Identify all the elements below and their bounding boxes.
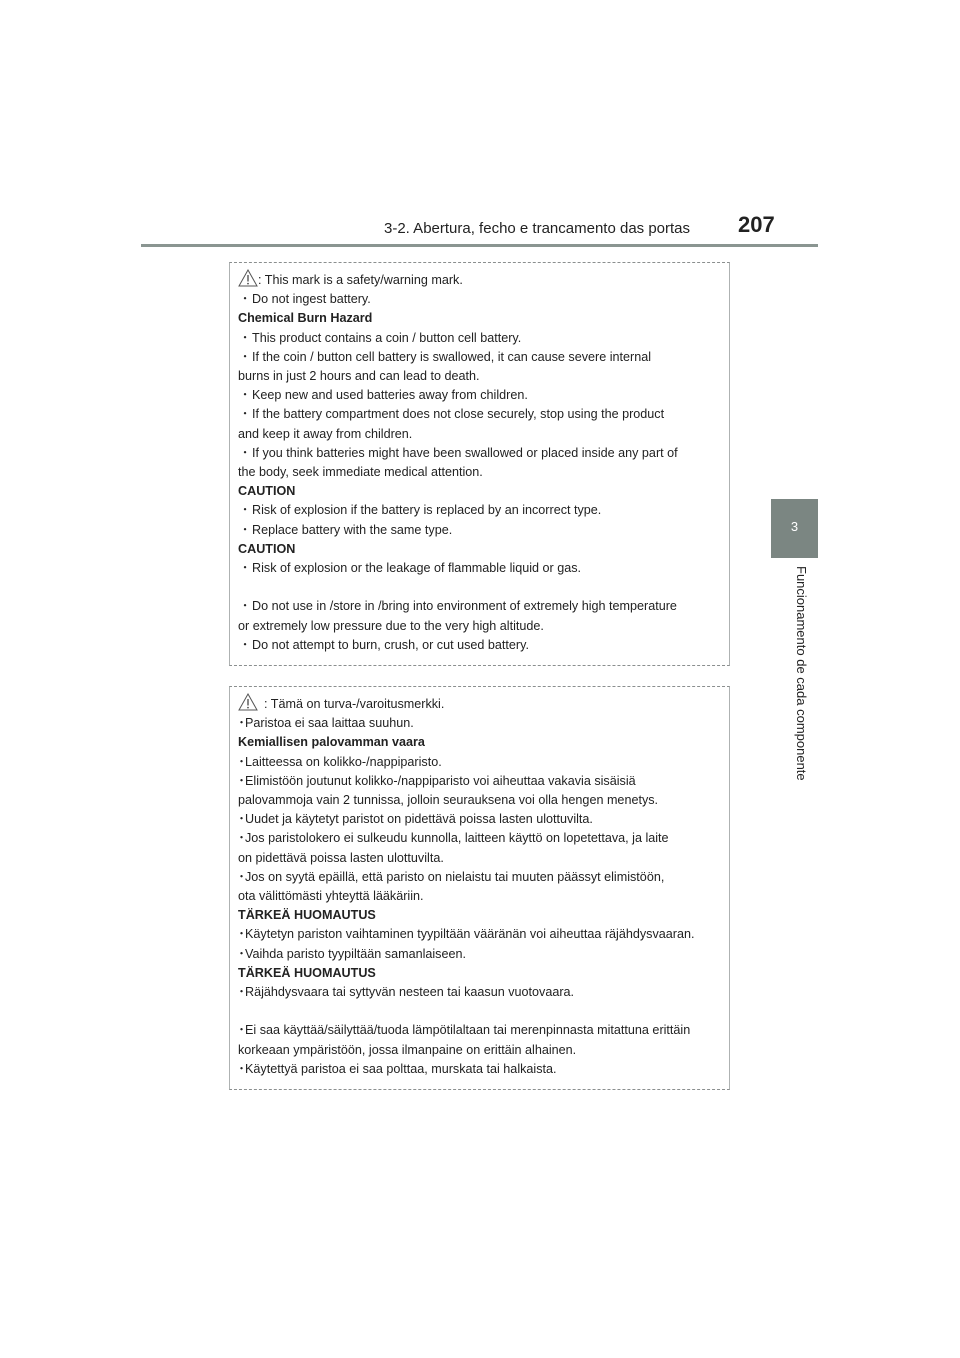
line-text: and keep it away from children. [238, 426, 413, 441]
warning-heading [238, 906, 721, 925]
warning-heading [238, 540, 721, 559]
warning-mark-text: : Tämä on turva-/varoitusmerkki. [264, 697, 445, 711]
line-text: Do not ingest battery. [252, 292, 371, 307]
header-rule [141, 244, 818, 247]
bullet-item [238, 983, 721, 1002]
line-text: If the coin / button cell battery is swallowed, it can cause severe internal [252, 349, 652, 364]
bullet-item [238, 772, 721, 791]
bullet-item [238, 559, 721, 578]
bullet-marker: ･ [238, 985, 245, 1000]
bullet-item [238, 945, 721, 964]
warning-mark-line [238, 269, 721, 290]
warning-triangle-icon [238, 269, 258, 287]
page-number: 207 [738, 212, 775, 237]
bullet-item [238, 829, 721, 848]
continuation-line [238, 425, 721, 444]
continuation-line [238, 617, 721, 636]
bullet-item [238, 329, 721, 348]
bullet-item [238, 597, 721, 616]
line-text: Chemical Burn Hazard [238, 311, 373, 326]
line-text: Käytetyn pariston vaihtaminen tyypiltään vääränän voi aiheuttaa räjähdysvaaran. [245, 927, 695, 942]
line-text: Kemiallisen palovamman vaara [238, 735, 425, 750]
line-text: Do not use in /store in /bring into environment of extremely high temperature [252, 599, 677, 614]
bullet-item [238, 810, 721, 829]
line-text: burns in just 2 hours and can lead to death. [238, 369, 480, 384]
bullet-marker: ・ [238, 445, 252, 460]
warning-heading [238, 733, 721, 752]
chapter-tab [771, 499, 818, 558]
bullet-item [238, 753, 721, 772]
line-text: Replace battery with the same type. [252, 522, 453, 537]
warning-heading [238, 482, 721, 501]
bullet-item [238, 868, 721, 887]
line-text: CAUTION [238, 484, 296, 499]
line-text: Jos paristolokero ei sulkeudu kunnolla, laitteen käyttö on lopetettava, ja laite [245, 831, 669, 846]
bullet-marker: ･ [238, 869, 245, 884]
bullet-item [238, 1021, 721, 1040]
section-title: 3-2. Abertura, fecho e trancamento das portas [384, 220, 691, 237]
line-text: on pidettävä poissa lasten ulottuvilta. [238, 850, 444, 865]
bullet-marker: ･ [238, 773, 245, 788]
bullet-marker: ･ [238, 1061, 245, 1076]
line-text: palovammoja vain 2 tunnissa, jolloin seurauksena voi olla hengen menetys. [238, 793, 659, 808]
bullet-item [238, 501, 721, 520]
line-text: If the battery compartment does not close securely, stop using the product [252, 407, 665, 422]
bullet-marker: ･ [238, 946, 245, 961]
line-text: Laitteessa on kolikko-/nappiparisto. [245, 754, 442, 769]
warning-box-english [229, 262, 730, 666]
bullet-item [238, 925, 721, 944]
line-text: ota välittömästi yhteyttä lääkäriin. [238, 889, 424, 904]
continuation-line [238, 849, 721, 868]
line-text: Paristoa ei saa laittaa suuhun. [245, 716, 414, 731]
bullet-item [238, 444, 721, 463]
warning-mark-text: : This mark is a safety/warning mark. [258, 273, 463, 287]
line-text: Vaihda paristo tyypiltään samanlaiseen. [245, 946, 466, 961]
line-text: the body, seek immediate medical attention. [238, 465, 483, 480]
bullet-marker: ・ [238, 388, 252, 403]
warning-box-finnish [229, 686, 730, 1090]
line-text: Räjähdysvaara tai syttyvän nesteen tai kaasun vuotovaara. [245, 985, 575, 1000]
line-text: Risk of explosion if the battery is replaced by an incorrect type. [252, 503, 602, 518]
bullet-marker: ･ [238, 1023, 245, 1038]
continuation-line [238, 367, 721, 386]
line-text: Elimistöön joutunut kolikko-/nappiparisto voi aiheuttaa vakavia sisäisiä [245, 773, 636, 788]
bullet-marker: ・ [238, 522, 252, 537]
bullet-marker: ・ [238, 503, 252, 518]
blank-line [238, 578, 721, 597]
line-text: CAUTION [238, 541, 296, 556]
continuation-line [238, 463, 721, 482]
bullet-marker: ･ [238, 831, 245, 846]
line-text: Jos on syytä epäillä, että paristo on nielaistu tai muuten päässyt elimistöön, [245, 869, 665, 884]
bullet-marker: ･ [238, 927, 245, 942]
bullet-marker: ･ [238, 754, 245, 769]
bullet-marker: ・ [238, 330, 252, 345]
line-text: Keep new and used batteries away from children. [252, 388, 528, 403]
line-text: Käytettyä paristoa ei saa polttaa, murskata tai halkaista. [245, 1061, 557, 1076]
continuation-line [238, 887, 721, 906]
line-text: Risk of explosion or the leakage of flammable liquid or gas. [252, 561, 582, 576]
blank-line [238, 1002, 721, 1021]
bullet-marker: ･ [238, 812, 245, 827]
bullet-item [238, 714, 721, 733]
bullet-item [238, 1060, 721, 1079]
line-text: korkeaan ympäristöön, jossa ilmanpaine on erittäin alhainen. [238, 1042, 577, 1057]
bullet-item [238, 521, 721, 540]
warning-mark-line [238, 693, 721, 714]
chapter-label: Funcionamento de cada componente [794, 566, 809, 781]
bullet-item [238, 290, 721, 309]
continuation-line [238, 791, 721, 810]
warning-heading [238, 309, 721, 328]
line-text: Ei saa käyttää/säilyttää/tuoda lämpötilaltaan tai merenpinnasta mitattuna erittäin [245, 1023, 691, 1038]
continuation-line [238, 1041, 721, 1060]
line-text: TÄRKEÄ HUOMAUTUS [238, 908, 376, 923]
line-text: Do not attempt to burn, crush, or cut used battery. [252, 637, 529, 652]
chapter-number: 3 [790, 519, 799, 534]
bullet-item [238, 405, 721, 424]
warning-triangle-icon [238, 693, 258, 711]
bullet-marker: ・ [238, 292, 252, 307]
bullet-marker: ・ [238, 561, 252, 576]
line-text: If you think batteries might have been swallowed or placed inside any part of [252, 445, 678, 460]
line-text: or extremely low pressure due to the very high altitude. [238, 618, 544, 633]
bullet-marker: ・ [238, 407, 252, 422]
bullet-item [238, 636, 721, 655]
warning-heading [238, 964, 721, 983]
line-text: TÄRKEÄ HUOMAUTUS [238, 965, 376, 980]
bullet-marker: ・ [238, 637, 252, 652]
bullet-marker: ・ [238, 349, 252, 364]
line-text: Uudet ja käytetyt paristot on pidettävä poissa lasten ulottuvilta. [245, 812, 593, 827]
line-text: This product contains a coin / button cell battery. [252, 330, 522, 345]
bullet-item [238, 386, 721, 405]
bullet-item [238, 348, 721, 367]
bullet-marker: ・ [238, 599, 252, 614]
bullet-marker: ･ [238, 716, 245, 731]
